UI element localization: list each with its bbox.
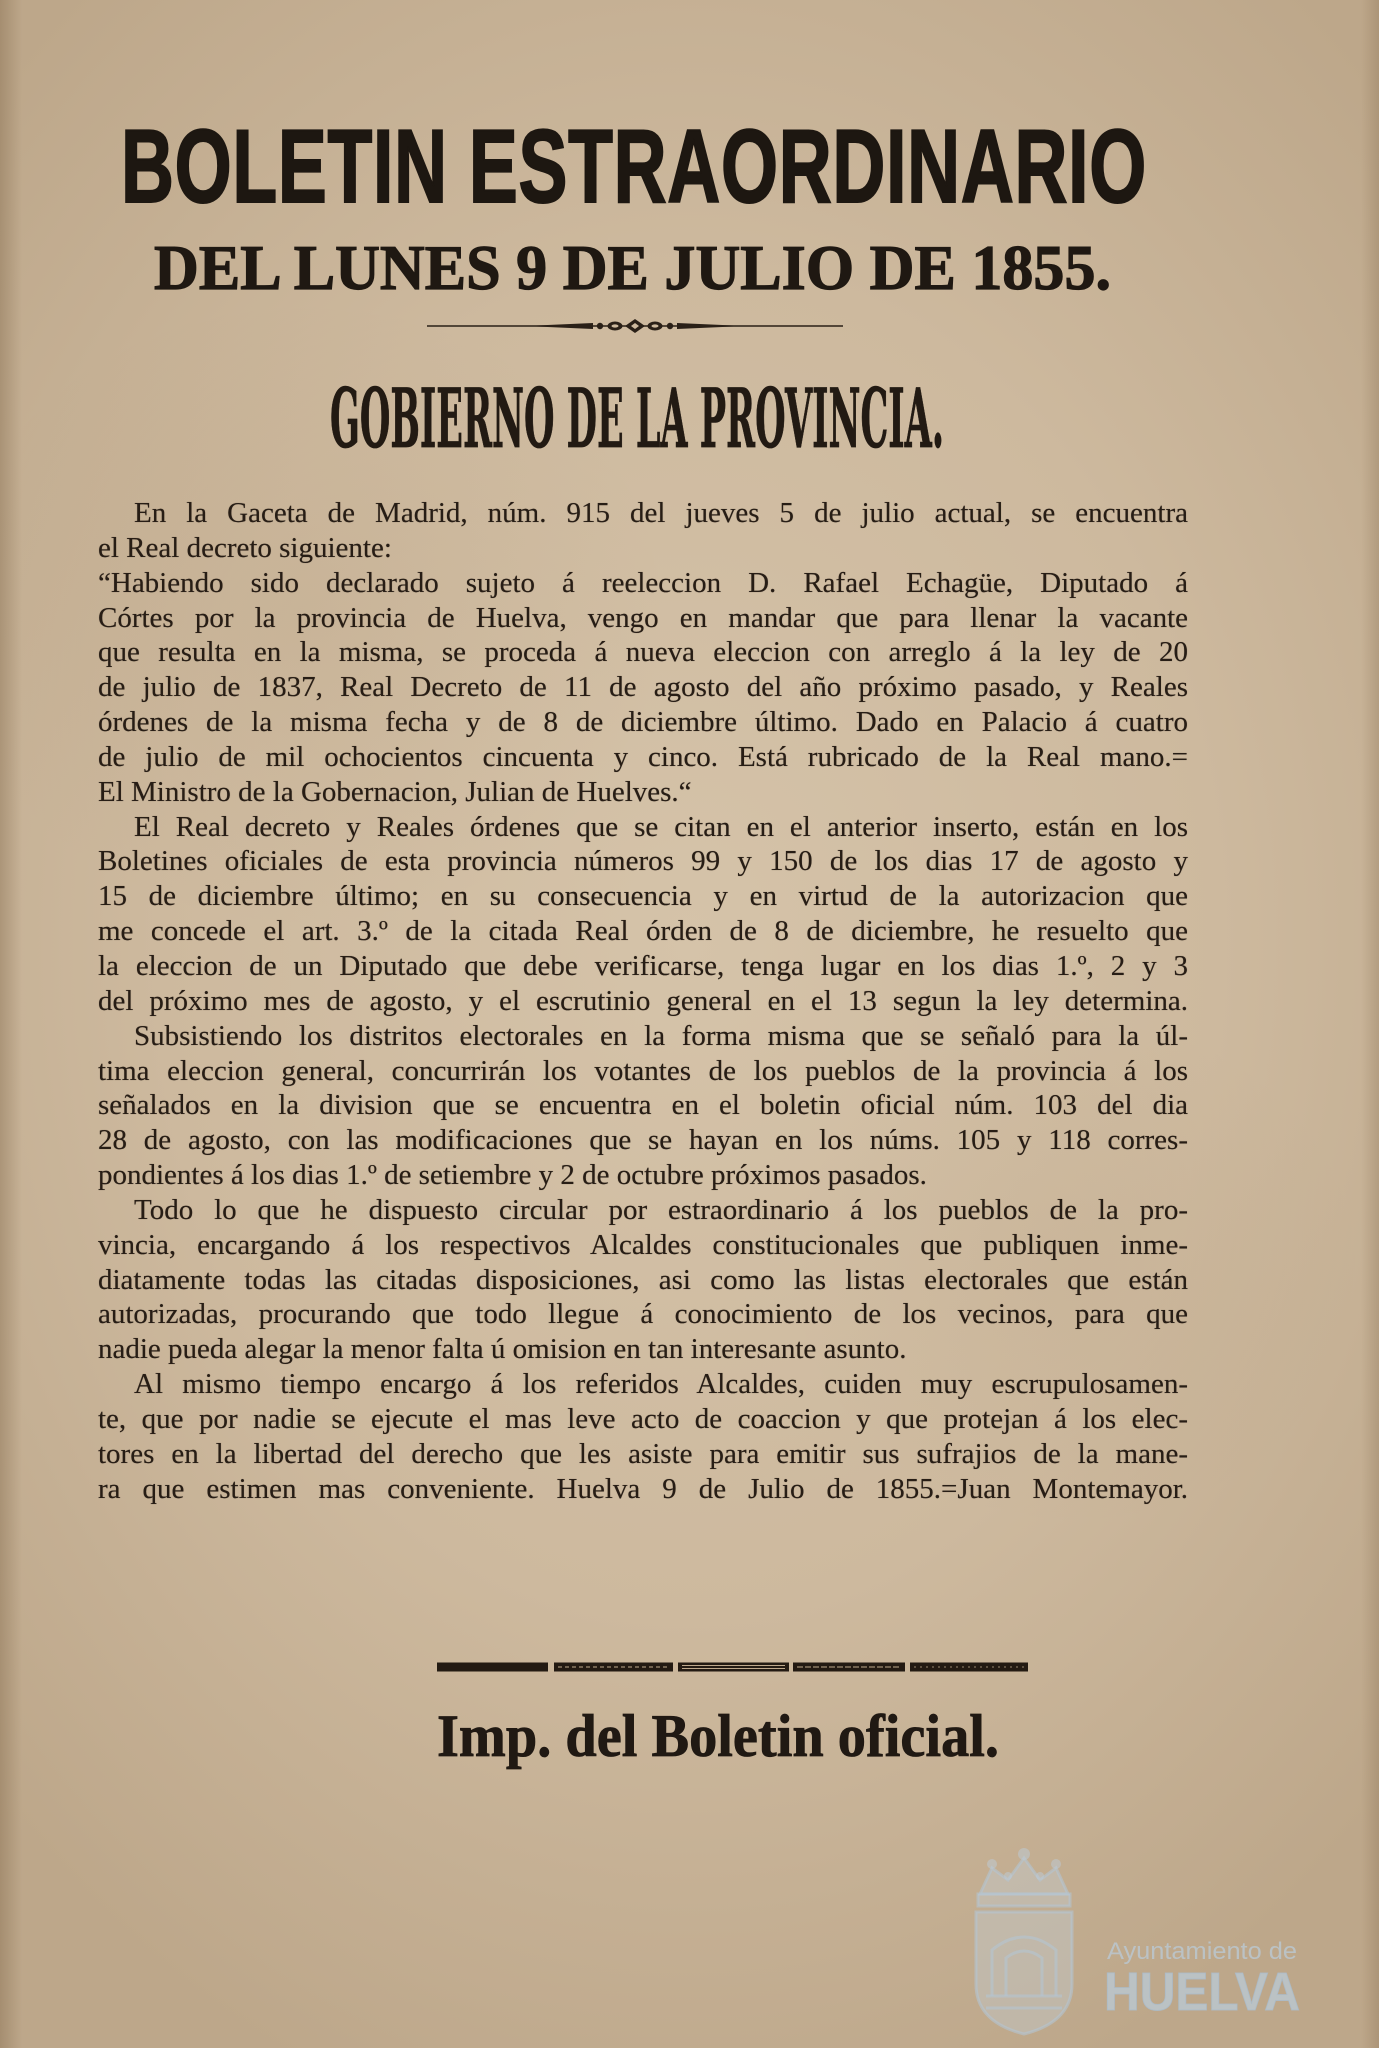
body-line	[98, 1158, 1188, 1193]
title-ornament-divider	[425, 318, 845, 334]
paragraph-circulation-order	[98, 1193, 1188, 1367]
body-line-text: En la Gaceta de Madrid, núm. 915 del jueves 5 de julio actual, se encuentra	[134, 497, 1188, 529]
bulletin-date-line	[154, 233, 1111, 303]
body-line	[98, 1054, 1188, 1089]
body-line-text: 15 de diciembre último; en su consecuencia y en virtud de la autorizacion que	[98, 880, 1188, 913]
body-line	[98, 531, 1188, 566]
body-line	[98, 1123, 1188, 1158]
body-line	[98, 1332, 1188, 1367]
body-line-text: nadie pueda alegar la menor falta ú omision en tan interesante asunto.	[98, 1333, 907, 1366]
body-line-text: de julio de 1837, Real Decreto de 11 de agosto del año próximo pasado, y Reales	[98, 671, 1188, 704]
bulletin-title	[121, 109, 1147, 225]
body-line	[98, 1263, 1188, 1298]
body-line	[98, 566, 1188, 601]
body-line-text: me concede el art. 3.º de la citada Real órden de 8 de diciembre, he resuelto que	[98, 915, 1188, 948]
body-line-text: vincia, encargando á los respectivos Alcaldes constitucionales que publiquen inme-	[98, 1228, 1188, 1261]
body-line-text: tores en la libertad del derecho que les asiste para emitir sus sufrajios de la mane-	[98, 1437, 1188, 1470]
bulletin-date-line-text: DEL LUNES 9 DE JULIO DE 1855.	[154, 233, 1111, 303]
body-line	[98, 1472, 1188, 1507]
body-line	[98, 914, 1188, 949]
body-line-text: el Real decreto siguiente:	[98, 531, 392, 564]
body-line-text: El Real decreto y Reales órdenes que se citan en el anterior inserto, están en los	[134, 810, 1188, 843]
body-line-text: Córtes por la provincia de Huelva, vengo en mandar que para llenar la vacante	[98, 601, 1188, 634]
body-line-text: que resulta en la misma, se proceda á nueva eleccion con arreglo á la ley de 20	[98, 636, 1188, 669]
section-heading	[330, 372, 944, 467]
body-line-text: señalados en la division que se encuentra en el boletin oficial núm. 103 del dia	[98, 1089, 1188, 1122]
body-line	[98, 1193, 1188, 1228]
body-line-text: El Ministro de la Gobernacion, Julian de Huelves.“	[98, 775, 692, 808]
watermark-line-2-text: HUELVA	[1104, 1962, 1300, 2022]
coat-of-arms-icon	[962, 1846, 1086, 2038]
body-line	[98, 879, 1188, 914]
body-line-text: la eleccion de un Diputado que debe verificarse, tenga lugar en los dias 1.º, 2 y 3	[98, 949, 1188, 982]
body-line-text: 28 de agosto, con las modificaciones que se hayan en los núms. 105 y 118 corres-	[98, 1124, 1188, 1157]
body-line-text: Todo lo que he dispuesto circular por estraordinario á los pueblos de la pro-	[134, 1193, 1188, 1226]
watermark-line-1	[1107, 1940, 1297, 1964]
paragraph-election-dates	[98, 810, 1188, 1019]
body-line-text: Boletines oficiales de esta provincia números 99 y 150 de los dias 17 de agosto y	[98, 845, 1188, 878]
paragraph-closing-signature	[98, 1367, 1188, 1506]
body-line-text: “Habiendo sido declarado sujeto á reeleccion D. Rafael Echagüe, Diputado á	[98, 566, 1188, 599]
watermark-line-1-text: Ayuntamiento de	[1107, 1938, 1297, 1965]
body-line-text: diatamente todas las citadas disposiciones, asi como las listas electorales que están	[98, 1263, 1188, 1296]
watermark-line-2	[1104, 1962, 1300, 2022]
body-line	[98, 1402, 1188, 1437]
body-line-text: de julio de mil ochocientos cincuenta y cinco. Está rubricado de la Real mano.=	[98, 740, 1188, 773]
body-line-text: órdenes de la misma fecha y de 8 de diciembre último. Dado en Palacio á cuatro	[98, 706, 1188, 739]
body-line	[98, 844, 1188, 879]
printer-imprint	[437, 1703, 999, 1769]
body-line-text: te, que por nadie se ejecute el mas leve acto de coaccion y que protejan á los elec-	[98, 1402, 1188, 1435]
paragraph-electoral-districts	[98, 1019, 1188, 1193]
body-line-text: autorizadas, procurando que todo llegue á conocimiento de los vecinos, para que	[98, 1298, 1188, 1331]
paragraph-royal-decree	[98, 566, 1188, 810]
body-line	[98, 810, 1188, 845]
body-line	[98, 1088, 1188, 1123]
body-line	[98, 1019, 1188, 1054]
body-line	[98, 670, 1188, 705]
body-line-text: ra que estimen mas conveniente. Huelva 9 de Julio de 1855.=Juan Montemayor.	[98, 1472, 1188, 1505]
body-line-text: Al mismo tiempo encargo á los referidos Alcaldes, cuiden muy escrupulosamen-	[134, 1368, 1188, 1401]
body-line	[98, 1437, 1188, 1472]
footer-ornament-divider	[436, 1659, 1030, 1675]
body-line	[98, 705, 1188, 740]
decree-body	[98, 496, 1188, 1506]
body-line-text: Subsistiendo los distritos electorales en la forma misma que se señaló para la úl-	[134, 1019, 1188, 1052]
body-line	[98, 635, 1188, 670]
body-line	[98, 601, 1188, 636]
body-line	[98, 1228, 1188, 1263]
bulletin-title-text: BOLETIN ESTRAORDINARIO	[121, 109, 1147, 225]
body-line	[98, 984, 1188, 1019]
body-line	[98, 775, 1188, 810]
body-line-text: pondientes á los dias 1.º de setiembre y 2 de octubre próximos pasados.	[98, 1159, 927, 1192]
printer-imprint-text: Imp. del Boletin oficial.	[437, 1703, 999, 1769]
body-line	[98, 1297, 1188, 1332]
body-line	[98, 1367, 1188, 1402]
paragraph-gaceta-intro	[98, 496, 1188, 566]
body-line	[98, 740, 1188, 775]
section-heading-text: GOBIERNO DE LA PROVINCIA.	[330, 372, 944, 467]
body-line	[98, 496, 1188, 531]
body-line-text: tima eleccion general, concurrirán los votantes de los pueblos de la provincia á los	[98, 1054, 1188, 1087]
body-line	[98, 949, 1188, 984]
body-line-text: del próximo mes de agosto, y el escrutinio general en el 13 segun la ley determina.	[98, 984, 1188, 1017]
